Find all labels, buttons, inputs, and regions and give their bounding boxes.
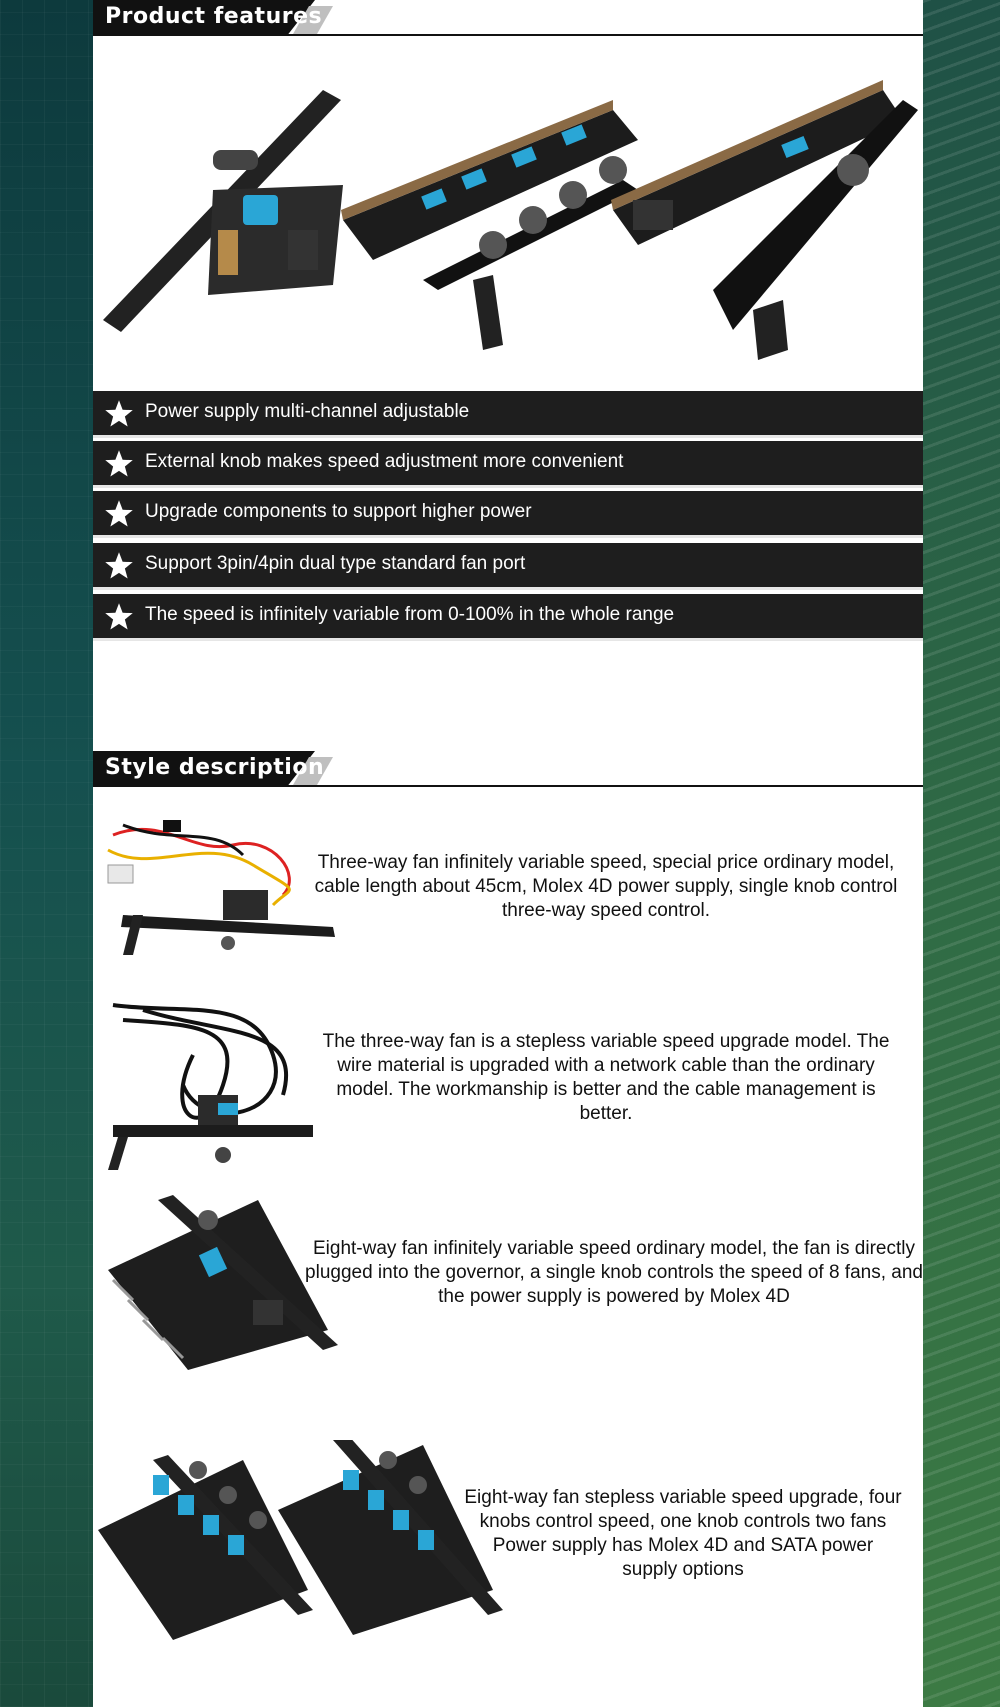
style-description-1: Three-way fan infinitely variable speed, special price ordinary model, cable length about 45cm, Molex 4D power supply, single knob control three-way speed control. xyxy=(314,852,898,921)
style-description-2: The three-way fan is a stepless variable speed upgrade model. The wire material is upgraded with a network cable than the ordinary model. The workmanship is better and the cable management is better. xyxy=(322,1031,890,1124)
feature-text: Upgrade components to support higher power xyxy=(145,501,532,522)
style-image-1 xyxy=(103,815,343,965)
background-right-stripes xyxy=(923,0,1000,1707)
feature-row xyxy=(93,391,923,438)
feature-text: External knob makes speed adjustment more convenient xyxy=(145,451,624,472)
style-description-4: Eight-way fan stepless variable speed upgrade, four knobs control speed, one knob controls two fans Power supply has Molex 4D and SATA power supply options xyxy=(464,1487,902,1580)
board-left xyxy=(98,1455,313,1640)
star-icon xyxy=(104,551,134,581)
section-title: Style description xyxy=(105,755,325,780)
feature-row xyxy=(93,594,923,641)
section-title: Product features xyxy=(105,4,323,29)
style-image-2 xyxy=(103,995,333,1175)
section-header-style xyxy=(93,751,923,787)
feature-row xyxy=(93,441,923,488)
feature-text: Power supply multi-channel adjustable xyxy=(145,401,470,422)
star-icon xyxy=(104,602,134,632)
feature-row xyxy=(93,543,923,590)
style-description-3: Eight-way fan infinitely variable speed ordinary model, the fan is directly plugged into the governor, a single knob controls the speed of 8 fans, and the power supply is powered by Molex 4D xyxy=(305,1238,923,1307)
feature-text: The speed is infinitely variable from 0-100% in the whole range xyxy=(145,604,675,625)
star-icon xyxy=(104,499,134,529)
section-header-features xyxy=(93,0,923,36)
product-photo xyxy=(93,70,923,390)
star-icon xyxy=(104,399,134,429)
controller-eight-port xyxy=(611,80,918,360)
controller-four-knob xyxy=(341,100,638,350)
feature-row xyxy=(93,491,923,538)
feature-text: Support 3pin/4pin dual type standard fan port xyxy=(145,553,526,574)
star-icon xyxy=(104,449,134,479)
controller-single-knob xyxy=(103,90,343,332)
content-panel xyxy=(93,0,923,1707)
